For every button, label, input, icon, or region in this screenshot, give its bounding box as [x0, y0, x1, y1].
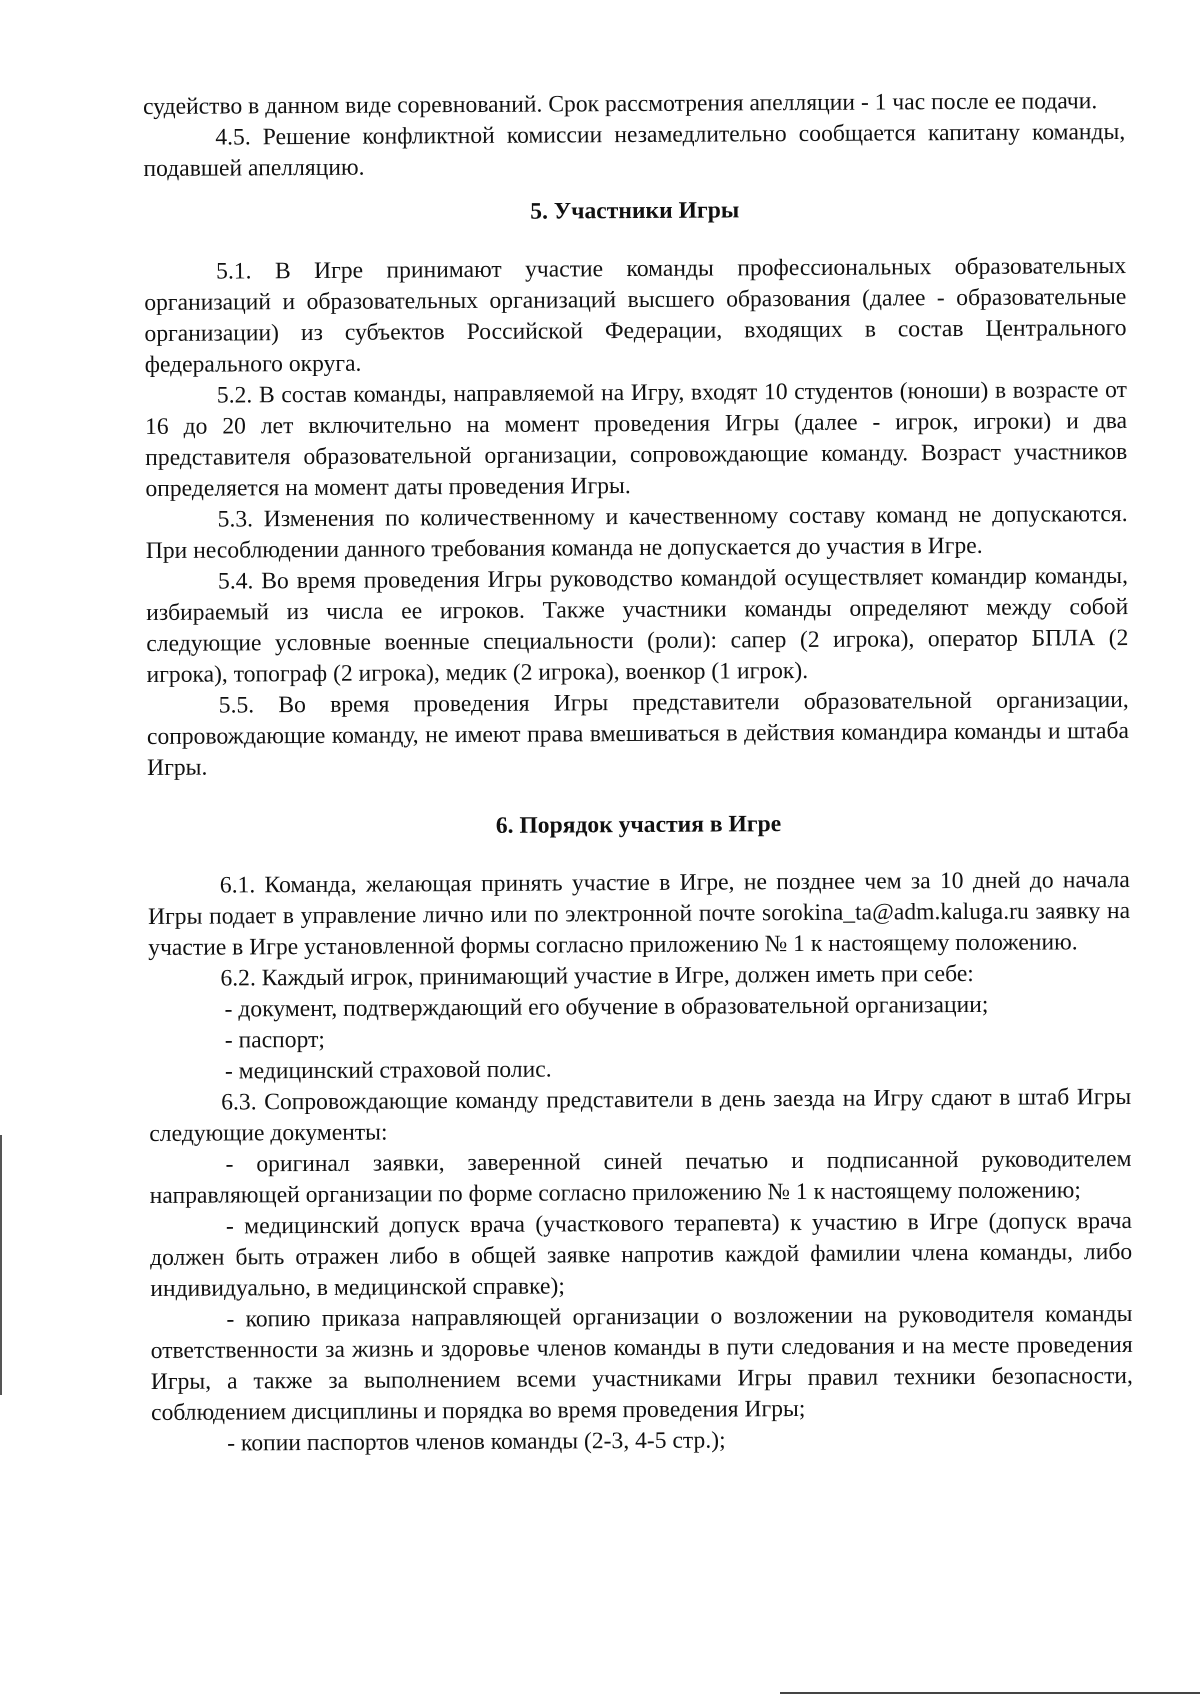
scan-bottom-edge	[780, 1692, 1200, 1694]
section-heading-6: 6. Порядок участия в Игре	[495, 811, 782, 839]
paragraph-5-4: 5.4. Во время проведения Игры руководство командой осуществляет командир команды, избираемый из числа ее игроков. Также участники команды определяют между собой следующие условные военные специальности (роли): сапер (2 игрока), оператор БПЛА (2 игрока), топограф (2 игрока), медик (2 игрока), военкор (1 игрок).	[146, 562, 1129, 688]
section-heading-5: 5. Участники Игры	[530, 197, 740, 225]
list-item: - копию приказа направляющей организации о возложении на руководителя команды ответственности за жизнь и здоровье членов команды в пути следования и на месте проведения Игры, а также за выполнением всеми участниками Игры правил техники безопасности, соблюдением дисциплины и порядка во время проведения Игры;	[150, 1300, 1133, 1426]
list-item: - медицинский страховой полис.	[224, 1056, 552, 1085]
list-item: - оригинал заявки, заверенной синей печатью и подписанной руководителем направляющей организации по форме согласно приложению № 1 к настоящему положению;	[149, 1145, 1132, 1209]
list-item: - копии паспортов членов команды (2-3, 4-5 стр.);	[227, 1427, 726, 1457]
paragraph-5-2: 5.2. В состав команды, направляемой на Игру, входят 10 студентов (юноши) в возрасте от 16 до 20 лет включительно на момент проведения Игры (далее - игрок, игроки) и два представителя образовательной организации, сопровождающие команду. Возраст участников определяется на момент даты проведения Игры.	[144, 376, 1128, 502]
paragraph-appeal-continuation: судейство в данном виде соревнований. Срок рассмотрения апелляции - 1 час после ее подачи.	[143, 88, 1098, 120]
paragraph-5-3: 5.3. Изменения по количественному и качественному составу команд не допускаются. При несоблюдении данного требования команда не допускается до участия в Игре.	[145, 500, 1128, 564]
paragraph-4-5: 4.5. Решение конфликтной комиссии незамедлительно сообщается капитану команды, подавшей апелляцию.	[143, 119, 1126, 182]
paragraph-6-3: 6.3. Сопровождающие команду представители в день заезда на Игру сдают в штаб Игры следующие документы:	[149, 1083, 1132, 1147]
paragraph-5-1: 5.1. В Игре принимают участие команды профессиональных образовательных организаций и образовательных организаций высшего образования (далее - образовательные организации) из субъектов Российской Федерации, входящих в состав Центрального федерального округа.	[144, 252, 1127, 378]
list-item: - медицинский допуск врача (участкового терапевта) к участию в Игре (допуск врача должен быть отражен либо в общей заявке напротив каждой фамилии члена команды, либо индивидуально, в медицинской справке);	[150, 1207, 1133, 1302]
list-item: - паспорт;	[224, 1026, 325, 1054]
paragraph-6-2: 6.2. Каждый игрок, принимающий участие в Игре, должен иметь при себе:	[220, 960, 974, 992]
scan-edge-shadow	[0, 1135, 2, 1395]
document-body	[143, 86, 1133, 1460]
paragraph-6-1: 6.1. Команда, желающая принять участие в Игре, не позднее чем за 10 дней до начала Игры подает в управление лично или по электронной почте sorokina_ta@adm.kaluga.ru заявку на участие в Игре установленной формы согласно приложению № 1 к настоящему положению.	[147, 866, 1131, 961]
list-item: - документ, подтверждающий его обучение в образовательной организации;	[224, 991, 989, 1023]
paragraph-5-5: 5.5. Во время проведения Игры представители образовательной организации, сопровождающие команду, не имеют права вмешиваться в действия командира команды и штаба Игры.	[146, 686, 1130, 781]
